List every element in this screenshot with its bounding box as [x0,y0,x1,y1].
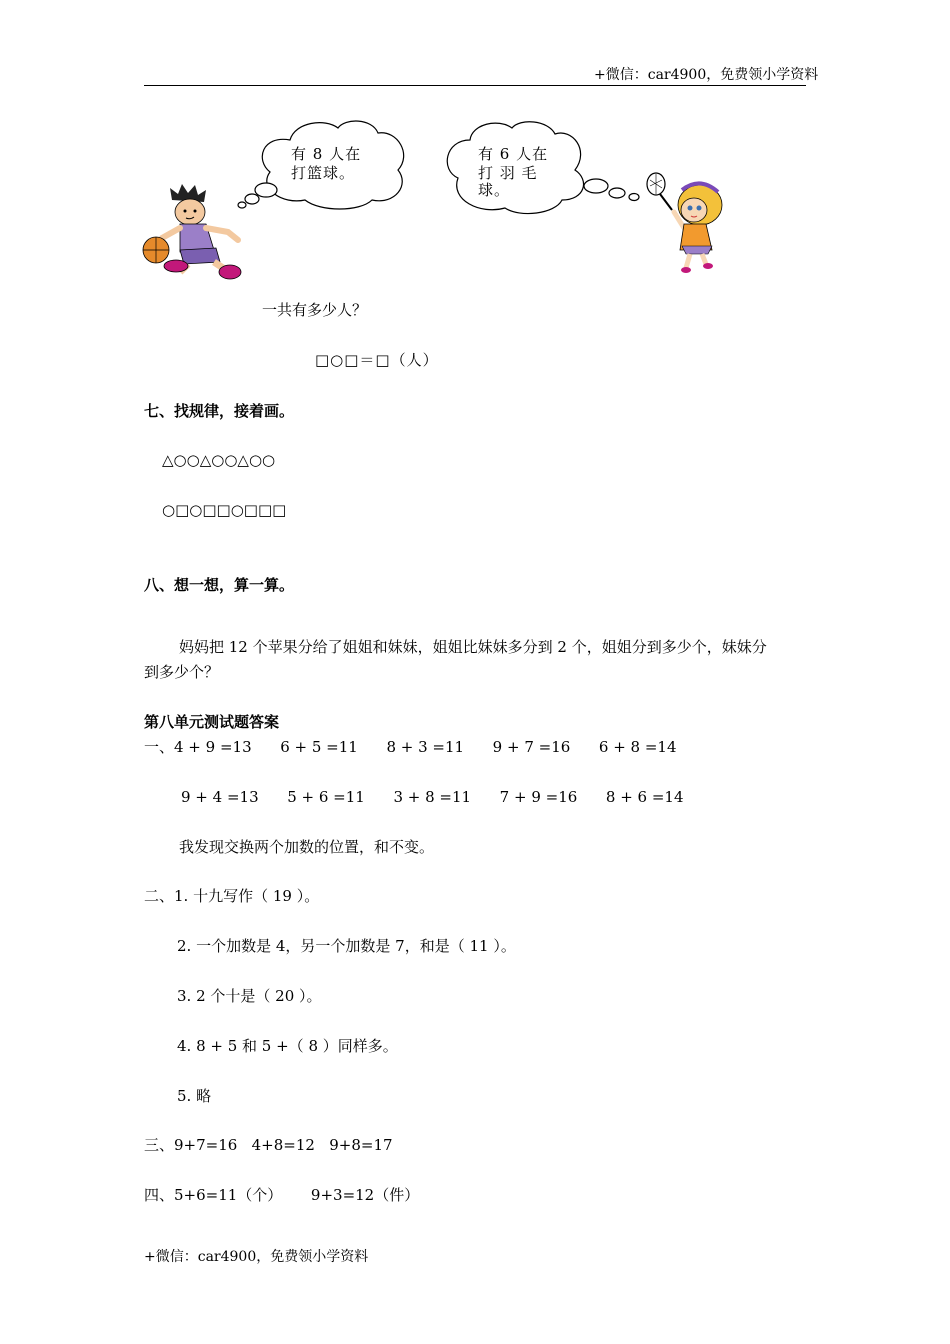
basketball-player-illustration [140,180,250,285]
bubble-left-line-2: 打篮球。 [291,164,356,182]
pattern-row-2: ○□○□□○□□□ [162,501,287,519]
bubble-right-line-1: 有 6 人在 [478,145,549,163]
page-header: +微信：car4900，免费领小学资料 [594,67,819,83]
question-total: 一共有多少人？ [262,301,368,319]
answer-4: 四、5+6=11（个） 9+3=12（件） [144,1186,420,1204]
answer-1-row-1: 一、4 + 9 =13 6 + 5 =11 8 + 3 =11 9 + 7 =16 6 + 8 =14 [144,738,677,756]
bubble-right-line-3: 球。 [478,181,511,199]
bubble-left-line-1: 有 8 人在 [291,145,362,163]
answers-title: 第八单元测试题答案 [144,713,280,731]
section-7-title: 七、找规律，接着画。 [144,402,295,420]
section-8-title: 八、想一想，算一算。 [144,576,295,594]
answer-2-2: 2. 一个加数是 4，另一个加数是 7，和是（ 11 ）。 [177,937,516,955]
answer-2-1: 二、1. 十九写作（ 19 ）。 [144,887,320,905]
page-footer: +微信：car4900，免费领小学资料 [144,1249,369,1265]
badminton-girl-illustration [642,170,732,280]
formula-blank: □○□＝□（人） [315,351,439,369]
word-problem-line-1: 妈妈把 12 个苹果分给了姐姐和妹妹，姐姐比妹妹多分到 2 个，姐姐分到多少个，妹妹分 [179,638,767,656]
answer-3: 三、9+7=16 4+8=12 9+8=17 [144,1136,393,1154]
answer-1-row-2: 9 + 4 =13 5 + 6 =11 3 + 8 =11 7 + 9 =16 8 + 6 =14 [181,788,684,806]
answer-1-note: 我发现交换两个加数的位置，和不变。 [179,838,435,856]
answer-2-4: 4. 8 + 5 和 5 +（ 8 ）同样多。 [177,1037,398,1055]
pattern-row-1: △○○△○○△○○ [162,451,276,469]
word-problem-line-2: 到多少个？ [144,663,220,681]
answer-2-5: 5. 略 [177,1087,212,1105]
bubble-right-line-2: 打 羽 毛 [478,164,538,182]
answer-2-3: 3. 2 个十是（ 20 ）。 [177,987,322,1005]
